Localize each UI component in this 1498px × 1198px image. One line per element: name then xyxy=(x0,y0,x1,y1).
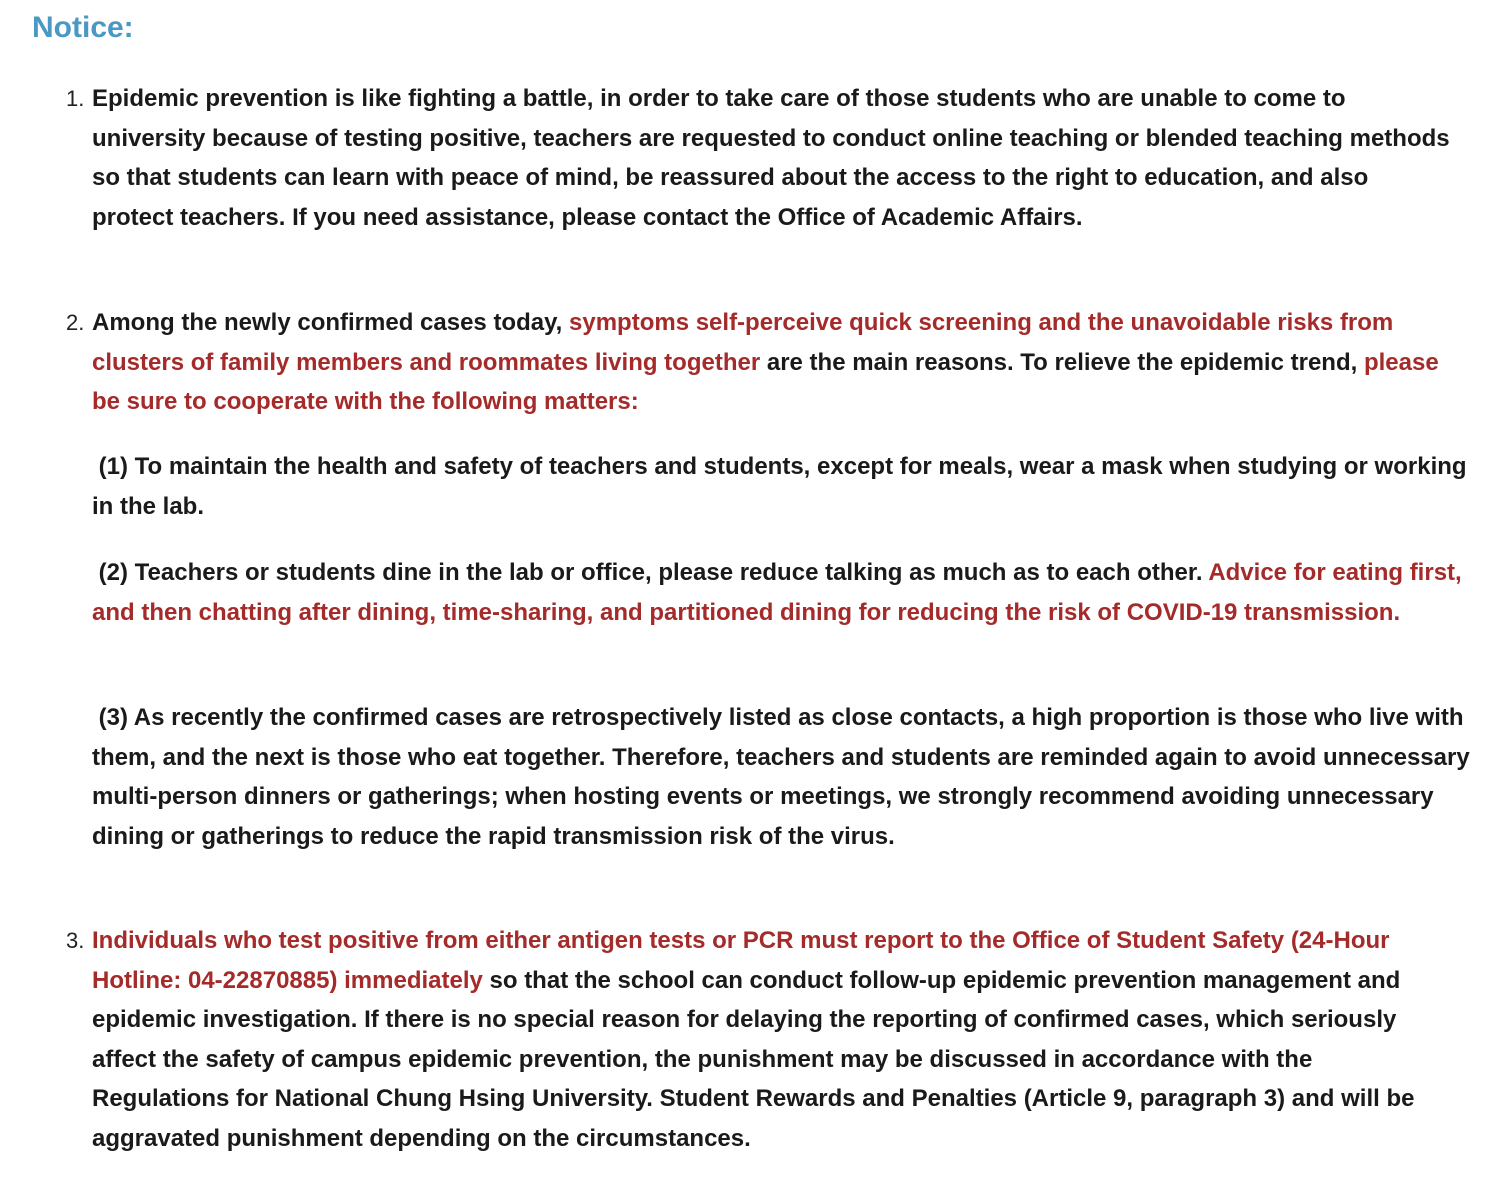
item-text-emphasis: please be sure to cooperate with the following matters: xyxy=(92,348,1439,415)
subitem-text-emphasis: Advice for eating first, and then chatting after dining, time-sharing, and partitioned dining for reducing the risk of COVID-19 transmission. xyxy=(92,559,1462,626)
item-text-segment: so that the school can conduct follow-up epidemic prevention management and epidemic investigation. If there is no special reason for delaying the reporting of confirmed cases, which seriously affect the safety of campus epidemic prevention, the punishment may be discussed in accordance with the Regulations for National Chung Hsing University. Student Rewards and Penalties (Article 9, paragraph 3) and will be aggravated punishment depending on the circumstances. xyxy=(92,966,1415,1152)
item-text-emphasis: Individuals who test positive from either antigen tests or PCR must report to the Office of Student Safety (24-Hour Hotline: 04-22870885) immediately xyxy=(92,927,1390,994)
subitem-3 xyxy=(92,698,1472,856)
item-text-segment: are the main reasons. To relieve the epidemic trend, xyxy=(760,348,1364,376)
item-number: 2. xyxy=(66,310,85,335)
subitem-text-emphasis: (3) As recently the confirmed cases are retrospectively listed as close contacts, a high proportion is those who live with them, and the next is those who eat together. Therefore, teachers and students are reminded again to avoid unnecessary multi-person dinners or gatherings; when hosting events or meetings, we strongly recommend avoiding unnecessary dining or gatherings to reduce the rapid transmission risk of the virus. xyxy=(92,704,1470,850)
subitem-text: (2) Teachers or students dine in the lab or office, please reduce talking as much as to each other. xyxy=(98,559,1209,586)
item-text xyxy=(92,303,1456,422)
notice-item-3 xyxy=(66,921,1456,1158)
notice-item-1 xyxy=(66,79,1456,237)
subitem-text: (1) To maintain the health and safety of teachers and students, except for meals, wear a mask when studying or working in the lab. xyxy=(92,453,1467,520)
item-text-segment: Among the newly confirmed cases today, xyxy=(92,309,569,336)
item-text-emphasis: symptoms self-perceive quick screening and the unavoidable risks from clusters of family members and roommates living together xyxy=(92,309,1394,376)
item-text xyxy=(92,79,1456,237)
item-text-segment: Epidemic prevention is like fighting a battle, in order to take care of those students who are unable to come to university because of testing positive, teachers are requested to conduct online teaching or blended teaching methods so that students can learn with peace of mind, be reassured about the access to the right to education, and also protect teachers. If you need assistance, please contact the Office of Academic Affairs. xyxy=(92,85,1450,231)
notice-item-2 xyxy=(66,303,1456,422)
subitem-2 xyxy=(92,553,1472,632)
item-text xyxy=(92,921,1456,1158)
notice-title: Notice: xyxy=(32,11,134,44)
item-number: 3. xyxy=(66,928,85,953)
item-number: 1. xyxy=(66,86,85,111)
subitem-1 xyxy=(92,447,1472,526)
